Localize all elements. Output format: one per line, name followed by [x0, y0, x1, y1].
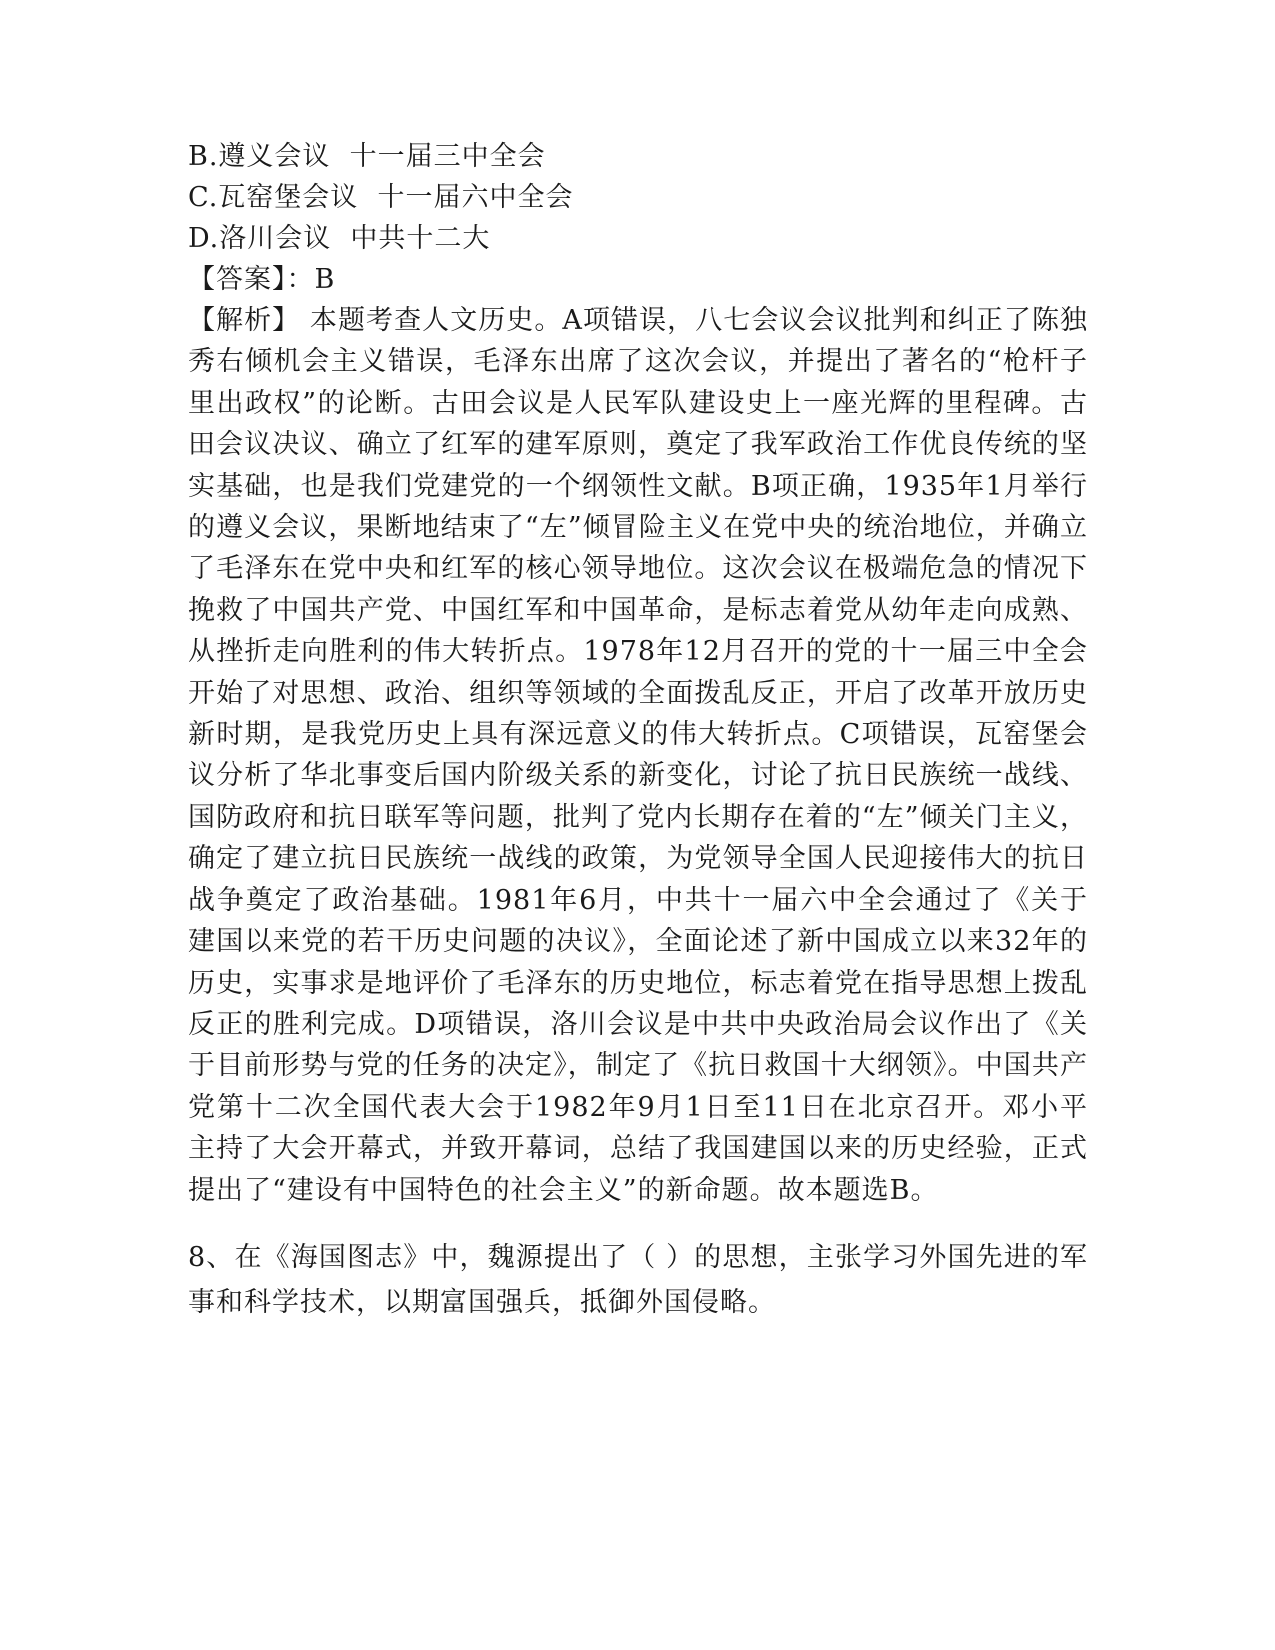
document-page — [188, 136, 1088, 1325]
option-b: B.遵义会议 十一届三中全会 — [188, 141, 546, 172]
answer-value: ：B — [286, 264, 336, 295]
explanation-paragraph — [188, 300, 1088, 1211]
option-d: D.洛川会议 中共十二大 — [188, 223, 491, 254]
answer-label: 【答案】 — [188, 264, 287, 295]
question-8: 8、在《海国图志》中，魏源提出了（ ）的思想，主张学习外国先进的军事和科学技术，以期富国强兵，抵御外国侵略。 — [188, 1241, 1088, 1318]
explanation-text: 本题考查人文历史。A项错误，八七会议会议批判和纠正了陈独秀右倾机会主义错误，毛泽东出席了这次会议，并提出了著名的“枪杆子里出政权”的论断。古田会议是人民军队建设史上一座光辉的里程碑。古田会议决议、确立了红军的建军原则，奠定了我军政治工作优良传统的坚实基础，也是我们党建党的一个纲领性文献。B项正确，1935年1月举行的遵义会议，果断地结束了“左”倾冒险主义在党中央的统治地位，并确立了毛泽东在党中央和红军的核心领导地位。这次会议在极端危急的情况下挽救了中国共产党、中国红军和中国革命，是标志着党从幼年走向成熟、从挫折走向胜利的伟大转折点。1978年12月召开的党的十一届三中全会开始了对思想、政治、组织等领域的全面拨乱反正，开启了改革开放历史新时期，是我党历史上具有深远意义的伟大转折点。C项错误，瓦窑堡会议分析了华北事变后国内阶级关系的新变化，讨论了抗日民族统一战线、国防政府和抗日联军等问题，批判了党内长期存在着的“左”倾关门主义，确定了建立抗日民族统一战线的政策，为党领导全国人民迎接伟大的抗日战争奠定了政治基础。1981年6月，中共十一届六中全会通过了《关于建国以来党的若干历史问题的决议》，全面论述了新中国成立以来32年的历史，实事求是地评价了毛泽东的历史地位，标志着党在指导思想上拨乱反正的胜利完成。D项错误，洛川会议是中共中央政治局会议作出了《关于目前形势与党的任务的决定》，制定了《抗日救国十大纲领》。中国共产党第十二次全国代表大会于1982年9月1日至11日在北京召开。邓小平主持了大会开幕式，并致开幕词，总结了我国建国以来的历史经验，正式提出了“建设有中国特色的社会主义”的新命题。故本题选B。 — [188, 305, 1088, 1206]
option-c: C.瓦窑堡会议 十一届六中全会 — [188, 182, 574, 213]
explanation-label: 【解析】 — [188, 305, 301, 336]
answer-line — [188, 259, 1088, 300]
